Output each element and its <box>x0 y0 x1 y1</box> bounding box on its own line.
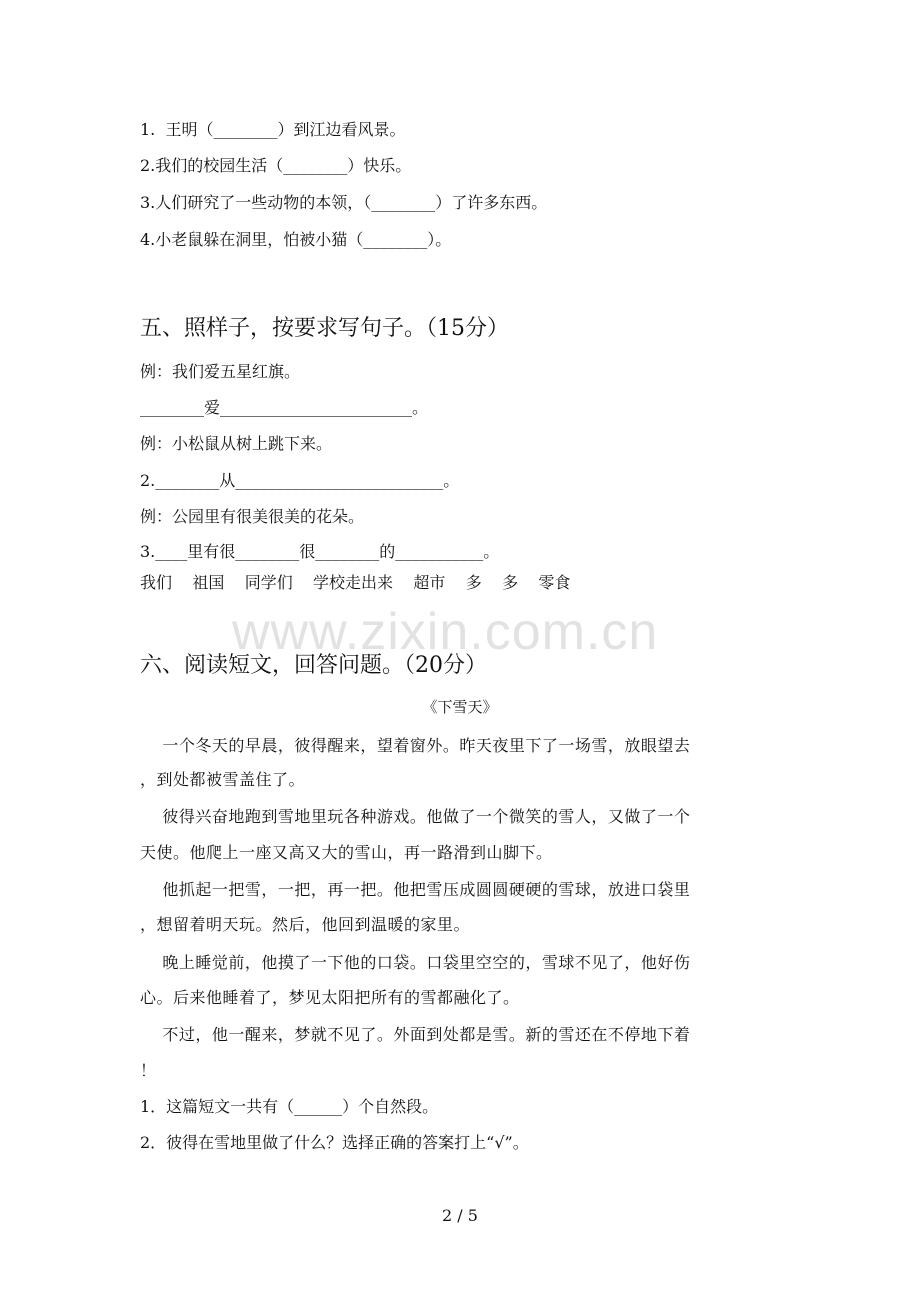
example-2: 例：小松鼠从树上跳下来。 <box>140 434 333 453</box>
section-6-heading: 六、阅读短文，回答问题。（20分） <box>140 653 487 678</box>
story-line: 天使。他爬上一座又高又大的雪山，再一路滑到山脚下。 <box>140 843 553 862</box>
story-line: 晚上睡觉前，他摸了一下他的口袋。口袋里空空的，雪球不见了，他好伤 <box>140 953 691 972</box>
answer-line-3: 3.____里有很________很________的___________。 <box>140 542 500 561</box>
story-line: 心。后来他睡着了，梦见太阳把所有的雪都融化了。 <box>140 988 520 1007</box>
story-line: 一个冬天的早晨，彼得醒来，望着窗外。昨天夜里下了一场雪，放眼望去 <box>140 736 691 755</box>
section-5-heading: 五、照样子，按要求写句子。（15分） <box>140 316 509 341</box>
story-line: ！ <box>140 1061 157 1080</box>
fill-sentence-4: 4.小老鼠躲在洞里，怕被小猫（________）。 <box>140 230 452 249</box>
fill-sentence-1: 1. 王明（________）到江边看风景。 <box>140 120 406 139</box>
example-1: 例：我们爱五星红旗。 <box>140 362 301 381</box>
story-line: ，想留着明天玩。然后，他回到温暖的家里。 <box>140 915 471 934</box>
story-title: 《下雪天》 <box>422 698 498 716</box>
word-bank: 我们 祖国 同学们 学校走出来 超市 多 多 零食 <box>140 573 571 592</box>
watermark: www.zixin.com.cn <box>232 603 659 661</box>
answer-line-2: 2.________从__________________________。 <box>140 471 460 490</box>
story-line: ，到处都被雪盖住了。 <box>140 770 306 789</box>
page-number: 2 / 5 <box>442 1206 478 1225</box>
story-line: 他抓起一把雪，一把，再一把。他把雪压成圆圆硬硬的雪球，放进口袋里 <box>140 880 691 899</box>
question-2: 2．彼得在雪地里做了什么？选择正确的答案打上“√”。 <box>140 1133 529 1152</box>
fill-sentence-2: 2.我们的校园生活（________）快乐。 <box>140 156 412 175</box>
question-1: 1．这篇短文一共有（______）个自然段。 <box>140 1097 439 1116</box>
story-line: 不过，他一醒来，梦就不见了。外面到处都是雪。新的雪还在不停地下着 <box>140 1025 691 1044</box>
fill-sentence-3: 3.人们研究了一些动物的本领，（________）了许多东西。 <box>140 193 548 212</box>
answer-line-1: ________爱________________________。 <box>140 398 429 417</box>
example-3: 例：公园里有很美很美的花朵。 <box>140 507 365 526</box>
story-line: 彼得兴奋地跑到雪地里玩各种游戏。他做了一个微笑的雪人，又做了一个 <box>140 807 691 826</box>
